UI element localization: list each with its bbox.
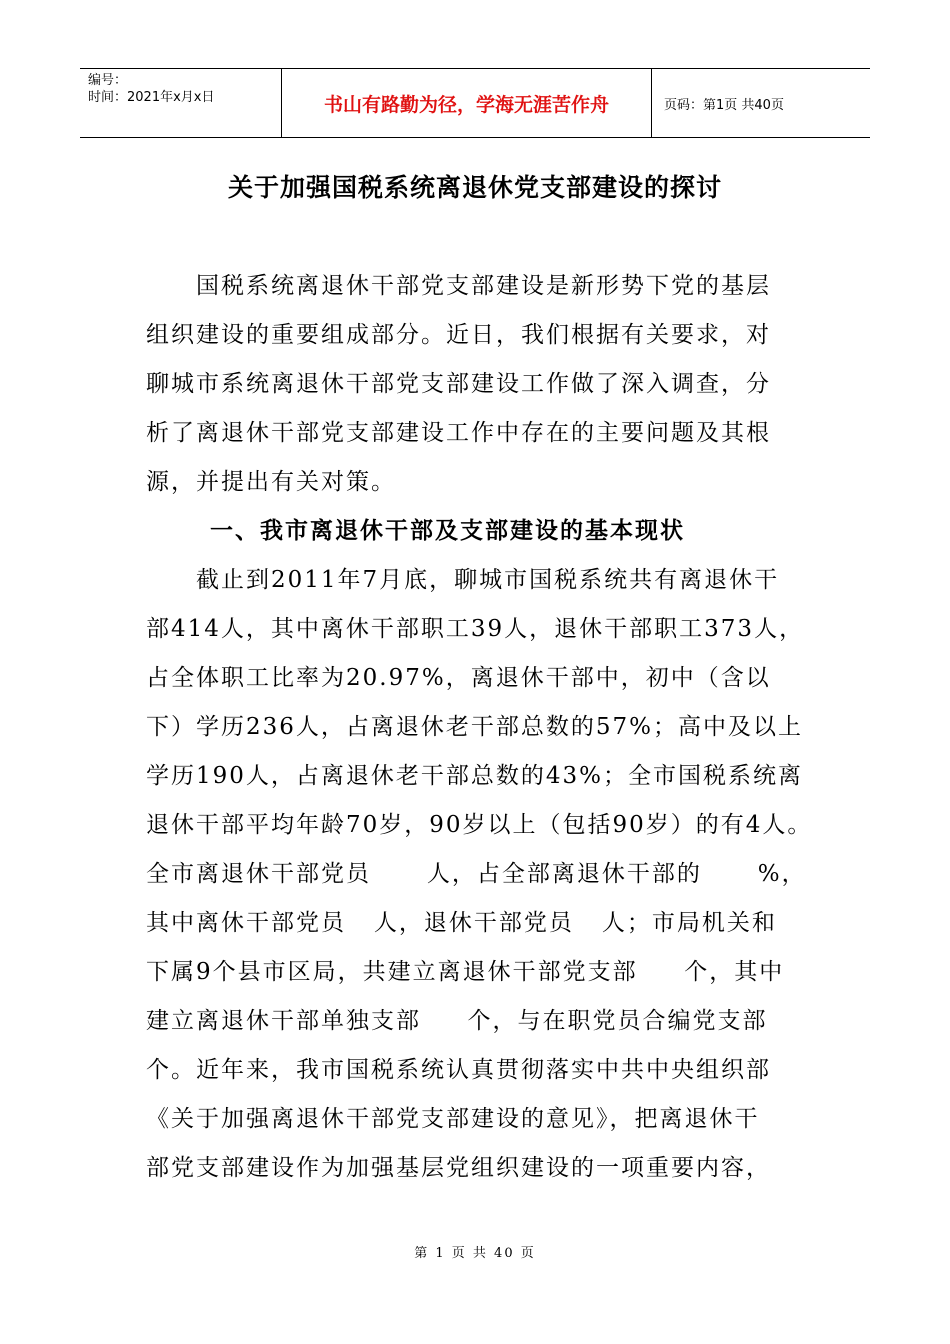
paragraph-line: 截止到2011年7月底，聊城市国税系统共有离退休干 xyxy=(196,567,780,593)
paragraph-line: 下属9个县市区局，共建立离退休干部党支部 个，其中 xyxy=(146,959,785,985)
section-heading: 一、我市离退休干部及支部建设的基本现状 xyxy=(210,518,685,544)
header-motto: 书山有路勤为径，学海无涯苦作舟 xyxy=(323,93,609,116)
header-meta-cell xyxy=(80,69,282,137)
header-table xyxy=(80,68,870,138)
paragraph-line: 占全体职工比率为20.97%，离退休干部中，初中（含以 xyxy=(146,665,771,691)
paragraph-line: 全市离退休干部党员 人，占全部离退休干部的 %， xyxy=(146,861,807,887)
document-body xyxy=(146,262,826,1193)
paragraph-line: 退休干部平均年龄70岁，90岁以上（包括90岁）的有4人。 xyxy=(146,812,813,838)
header-page-cell xyxy=(652,69,870,137)
paragraph-line: 《关于加强离退休干部党支部建设的意见》，把离退休干 xyxy=(146,1106,760,1132)
paragraph-line: 其中离休干部党员 人，退休干部党员 人；市局机关和 xyxy=(146,910,777,936)
paragraph-line: 下）学历236人，占离退休老干部总数的57%；高中及以上 xyxy=(146,714,804,740)
paragraph-line: 源，并提出有关对策。 xyxy=(146,469,396,495)
paragraph-line: 聊城市系统离退休干部党支部建设工作做了深入调查，分 xyxy=(146,371,771,397)
header-motto-cell xyxy=(282,69,652,137)
paragraph-line: 组织建设的重要组成部分。近日，我们根据有关要求，对 xyxy=(146,322,771,348)
document-number-label: 编号： xyxy=(88,73,128,88)
paragraph-line: 国税系统离退休干部党支部建设是新形势下党的基层 xyxy=(196,273,771,299)
paragraph-line: 学历190人，占离退休老干部总数的43%；全市国税系统离 xyxy=(146,763,804,789)
paragraph-line: 部党支部建设作为加强基层党组织建设的一项重要内容， xyxy=(146,1155,771,1181)
paragraph-line: 个。近年来，我市国税系统认真贯彻落实中共中央组织部 xyxy=(146,1057,771,1083)
page-footer: 第 1 页 共 40 页 xyxy=(414,1246,536,1261)
paragraph-line: 析了离退休干部党支部建设工作中存在的主要问题及其根 xyxy=(146,420,771,446)
paragraph-line: 建立离退休干部单独支部 个，与在职党员合编党支部 xyxy=(146,1008,768,1034)
paragraph-line: 部414人，其中离休干部职工39人，退休干部职工373人， xyxy=(146,616,805,642)
header-page-info: 页码：第1页 共40页 xyxy=(664,97,784,113)
document-title: 关于加强国税系统离退休党支部建设的探讨 xyxy=(227,173,722,202)
document-date-label: 时间：2021年x月x日 xyxy=(88,90,215,105)
